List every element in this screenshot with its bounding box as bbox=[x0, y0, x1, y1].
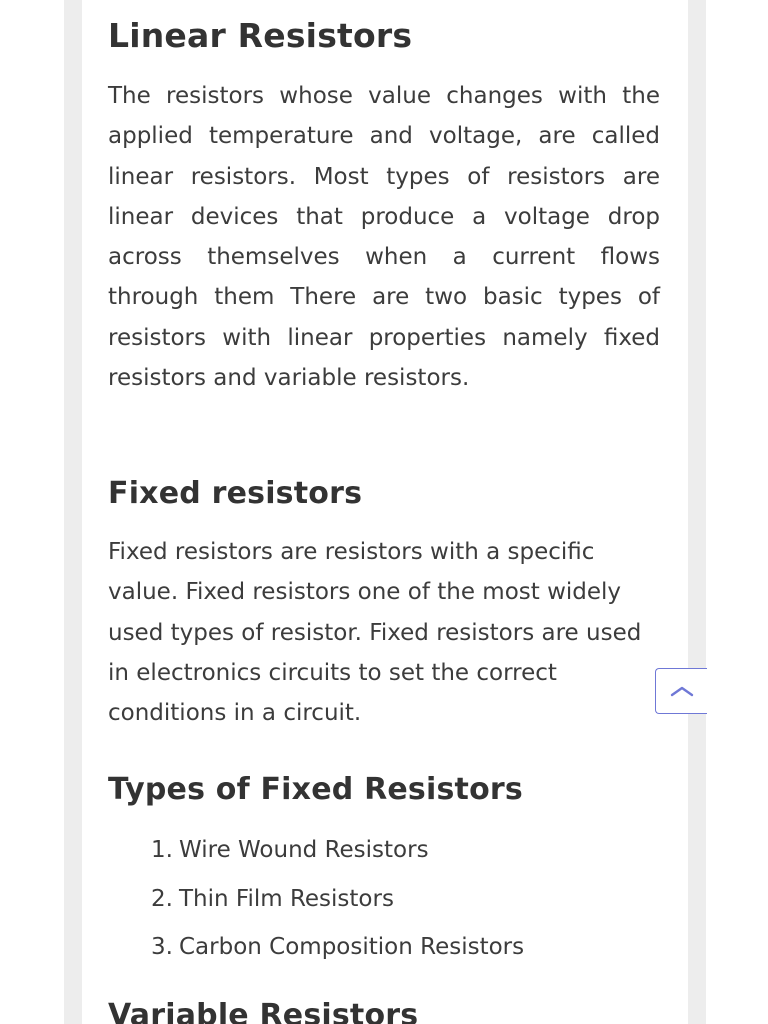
fixed-resistors-paragraph: Fixed resistors are resistors with a specific value. Fixed resistors one of the most widely used types of resistor. Fixed resistors are used in electronics circuits to set the correct conditions in a circuit. bbox=[108, 539, 642, 727]
list-item bbox=[108, 826, 660, 875]
linear-resistors-heading: Linear Resistors bbox=[108, 16, 413, 55]
list-item-number: 1. bbox=[151, 837, 173, 863]
list-item-label: Carbon Composition Resistors bbox=[179, 934, 525, 960]
chevron-up-icon bbox=[669, 684, 695, 698]
list-item bbox=[108, 923, 660, 972]
list-item-label: Thin Film Resistors bbox=[179, 885, 394, 912]
page-gutter-right bbox=[688, 0, 706, 1024]
types-of-fixed-resistors-heading: Types of Fixed Resistors bbox=[108, 772, 523, 807]
list-item-number: 3. bbox=[151, 934, 173, 960]
variable-resistors-heading: Variable Resistors bbox=[108, 998, 419, 1024]
page-gutter-left bbox=[64, 0, 82, 1024]
fixed-resistor-types-list bbox=[108, 826, 660, 972]
scroll-to-top-button[interactable] bbox=[655, 668, 707, 714]
list-item bbox=[108, 875, 660, 924]
list-item-number: 2. bbox=[151, 885, 173, 912]
fixed-resistors-heading: Fixed resistors bbox=[108, 476, 363, 511]
linear-resistors-paragraph: The resistors whose value changes with the applied temperature and voltage, are called linear resistors. Most types of resistors are linear devices that produce a voltage drop across themselves when a current flows through them There are two basic types of resistors with linear properties namely fixed resistors and variable resistors. bbox=[108, 83, 660, 392]
list-item-label: Wire Wound Resistors bbox=[179, 837, 429, 863]
